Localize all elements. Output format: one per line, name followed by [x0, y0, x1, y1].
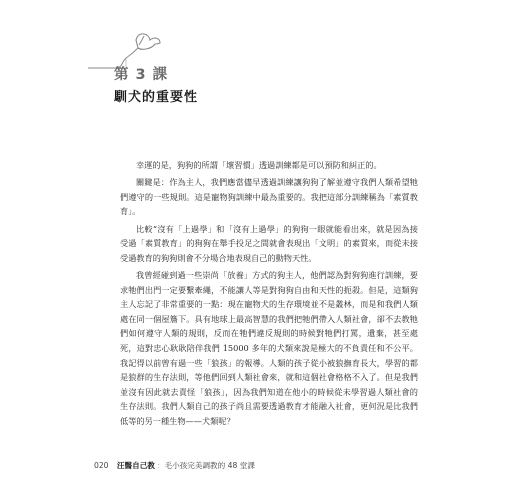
- page-footer: [94, 460, 255, 471]
- paragraph: 我曾經碰到過一些崇尚「放養」方式的狗主人，他們認為對狗狗進行訓練，要求牠們出門一定要繫牽繩，不能讓人等是對狗狗自由和天性的扼殺。但是，這類狗主人忘記了非常重要的一點：現在寵物犬的生存環境並不是叢林，而是和我們人類處在同一個屋簷下。具有地球上最高智慧的我們把牠們帶入人類社會，卻不去教牠們如何遵守人類的規則，反而在牠們違反規則的時候對牠們打罵，遺棄，甚至處死，這對忠心耿耿陪伴我們 15000 多年的犬類來說是極大的不負責任和不公平。我記得以前曾有過一些「狼孩」的報導。人類的孩子從小被狼撫育長大，學習的都是狼群的生存法則，等他們回到人類社會來，就和這個社會格格不入了。但是我們並沒有因此就去責怪「狼孩」，因為我們知道在他小的時候從未學習過人類社會的生存法則。我們人類自己的孩子尚且需要透過教育才能融入社會，更何況是比我們低等的另一種生物——犬類呢？: [120, 269, 418, 426]
- title-separator: ：: [156, 461, 165, 470]
- page-number: 020: [94, 461, 109, 470]
- lesson-number: 第 3 課: [114, 67, 169, 83]
- lesson-title: 馴犬的重要性: [114, 90, 199, 105]
- book-title: 汪醫自己教: [116, 461, 155, 470]
- paragraph: 關鍵是：作為主人，我們應當儘早透過訓練讓狗狗了解並遵守我們人類希望牠們遵守的一些規則。這是寵物狗訓練中最為重要的。我把這部分訓練稱為「素質教育」。: [120, 177, 418, 217]
- book-subtitle: 毛小孩完美調教的 48 堂課: [164, 461, 255, 470]
- paragraph: 比較“沒有「上過學」和「沒有上過學」的狗狗一眼就能看出來，就是因為接受過「素質教育」的狗狗在舉手投足之間就會表現出「文明」的素質來，而從未接受過教育的狗狗則會不分場合地表現自己的動物天性。: [120, 223, 418, 263]
- paragraph: 幸運的是，狗狗的所謂「壞習慣」透過訓練都是可以預防和糾正的。: [136, 160, 382, 170]
- body-text: [120, 158, 418, 431]
